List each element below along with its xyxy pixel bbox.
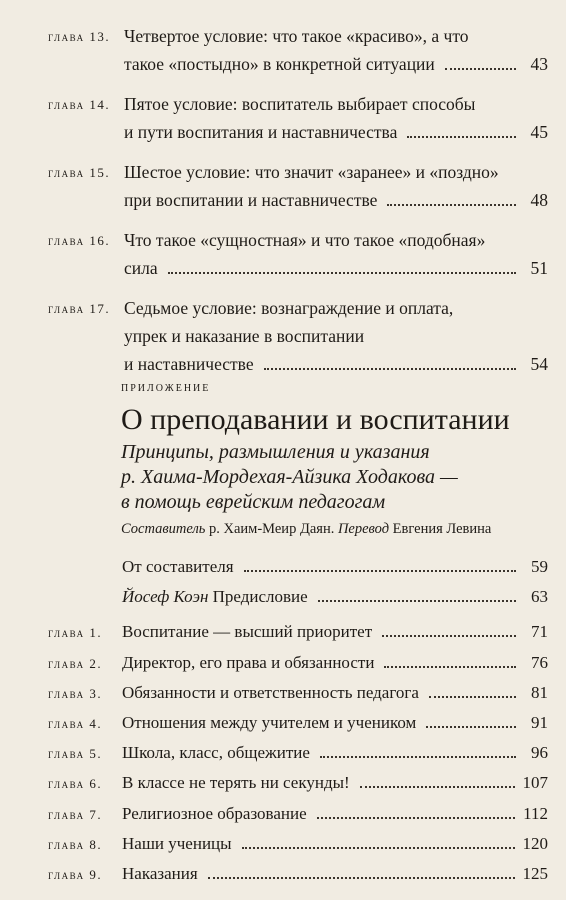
dot-leader: [168, 271, 516, 274]
entry-title: Йосеф Коэн Предисловие: [122, 587, 308, 607]
page-number: 107: [522, 773, 548, 793]
entry-title-line: при воспитании и наставничестве: [124, 190, 378, 210]
toc-row: [48, 829, 548, 859]
entry-title: Наши ученицы: [122, 833, 232, 853]
subtitle-line: Принципы, размышления и указания: [121, 441, 430, 463]
dot-leader: [318, 599, 516, 602]
page-number: 112: [523, 803, 548, 823]
page-number: 91: [531, 712, 548, 732]
toc-entry: [48, 158, 548, 214]
chapter-label: глава 1.: [48, 625, 103, 641]
entry-author: Йосеф Коэн: [122, 587, 209, 607]
page-number: 71: [531, 622, 548, 642]
entry-title: Отношения между учителем и учеником: [122, 712, 417, 732]
chapter-label: глава 15.: [48, 165, 111, 180]
toc-row: [48, 799, 548, 829]
entry-title-line: и пути воспитания и наставничества: [124, 122, 398, 142]
entry-title: Религиозное образование: [122, 803, 307, 823]
appendix-title: О преподавании и воспитании: [121, 403, 510, 436]
entry-title: Воспитание — высший приоритет: [122, 622, 373, 642]
entry-title: Обязанности и ответственность педагога: [122, 682, 419, 702]
dot-leader: [387, 203, 516, 206]
page-number: 63: [531, 587, 548, 607]
dot-leader: [445, 67, 516, 70]
entry-title-line: такое «постыдно» в конкретной ситуации: [124, 54, 435, 74]
chapter-label: глава 9.: [48, 866, 103, 882]
chapter-label: глава 8.: [48, 836, 103, 852]
compiler-name: р. Хаим-Меир Даян.: [209, 521, 335, 537]
toc-row: [48, 587, 548, 617]
toc-row: [48, 738, 548, 768]
page-number: 43: [530, 54, 548, 74]
toc-entry: [48, 22, 548, 78]
entry-title: Директор, его права и обязанности: [122, 652, 375, 672]
entry-title-line: сила: [124, 258, 158, 278]
appendix-subtitle: [121, 440, 551, 515]
page-number: 45: [530, 122, 548, 142]
chapter-label: [48, 571, 122, 572]
toc-row: [48, 678, 548, 708]
toc-entry: [48, 294, 548, 378]
entry-title-line: Седьмое условие: вознаграждение и оплата,: [124, 298, 454, 318]
page-number: 81: [531, 682, 548, 702]
toc-row: [48, 617, 548, 647]
appendix-label: приложение: [121, 380, 211, 395]
dot-leader: [317, 816, 515, 819]
toc-row: [48, 708, 548, 738]
chapter-label: глава 5.: [48, 746, 103, 762]
page-number: 96: [531, 743, 548, 763]
toc-bottom-list: [48, 557, 548, 889]
page-number: 59: [531, 557, 548, 576]
entry-title: Школа, класс, общежитие: [122, 743, 310, 763]
appendix-credits: [121, 519, 551, 539]
translator-role: Перевод: [337, 521, 390, 537]
page-number: 125: [522, 863, 548, 883]
chapter-label: глава 14.: [48, 97, 111, 112]
dot-leader: [242, 846, 515, 849]
translator-name: Евгения Левина: [392, 521, 492, 537]
page-number: 120: [522, 833, 548, 853]
dot-leader: [360, 785, 515, 788]
dot-leader: [384, 665, 516, 668]
page-number: 54: [530, 354, 548, 374]
chapter-label: глава 3.: [48, 685, 103, 701]
entry-title-line: Пятое условие: воспитатель выбирает способы: [124, 94, 476, 114]
toc-row: [48, 557, 548, 587]
chapter-label: глава 4.: [48, 715, 103, 731]
page-number: 51: [530, 258, 548, 278]
entry-title-line: Четвертое условие: что такое «красиво», а что: [124, 26, 469, 46]
toc-entry: [48, 226, 548, 282]
appendix-section: [121, 378, 551, 539]
dot-leader: [244, 569, 516, 572]
entry-title-line: Что такое «сущностная» и что такое «подобная»: [124, 230, 486, 250]
chapter-label: глава 7.: [48, 806, 103, 822]
toc-row: [48, 859, 548, 889]
dot-leader: [264, 367, 516, 370]
dot-leader: [320, 755, 516, 758]
page-number: 76: [531, 652, 548, 672]
dot-leader: [208, 876, 515, 879]
dot-leader: [429, 695, 516, 698]
dot-leader: [407, 135, 516, 138]
dot-leader: [426, 725, 516, 728]
chapter-label: глава 6.: [48, 776, 103, 792]
chapter-label: глава 16.: [48, 233, 111, 248]
page-number: 48: [530, 190, 548, 210]
entry-title: В классе не терять ни секунды!: [122, 773, 350, 793]
entry-title-line: упрек и наказание в воспитании: [124, 326, 365, 346]
chapter-label: глава 2.: [48, 655, 103, 671]
entry-title: Наказания: [122, 863, 198, 883]
toc-top-list: [48, 22, 548, 390]
chapter-label: глава 13.: [48, 29, 111, 44]
toc-entry: [48, 90, 548, 146]
toc-row: [48, 648, 548, 678]
chapter-label: глава 17.: [48, 301, 111, 316]
entry-title-line: Шестое условие: что значит «заранее» и «поздно»: [124, 162, 499, 182]
subtitle-line: р. Хаима-Мордехая-Айзика Ходакова —: [121, 466, 458, 488]
entry-title: От составителя: [122, 557, 234, 576]
dot-leader: [382, 634, 516, 637]
subtitle-line: в помощь еврейским педагогам: [121, 491, 386, 513]
toc-row: [48, 768, 548, 798]
compiler-role: Составитель: [121, 521, 206, 537]
chapter-label: [48, 601, 122, 602]
entry-title-line: и наставничестве: [124, 354, 254, 374]
